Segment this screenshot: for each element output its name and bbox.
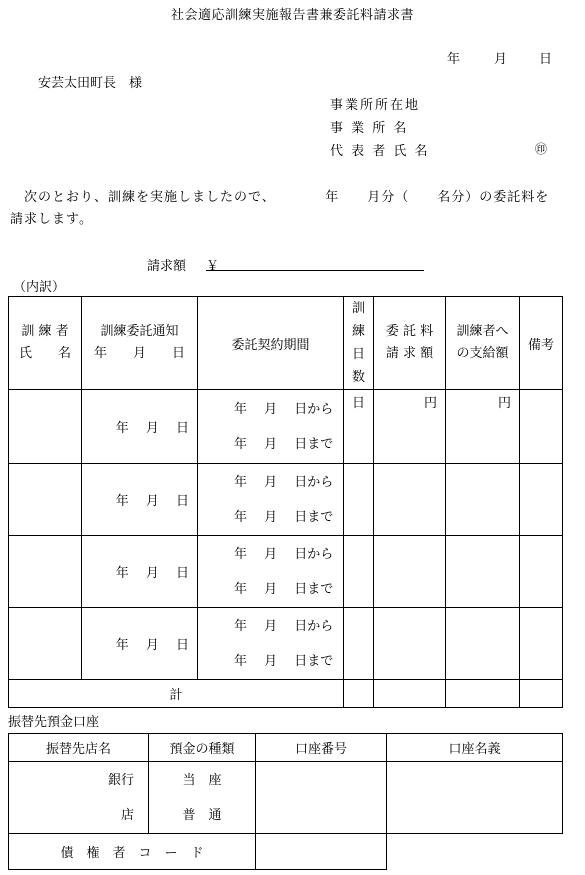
days-cell[interactable] <box>344 608 374 680</box>
remarks-cell[interactable] <box>520 464 563 536</box>
creditor-code-cell[interactable] <box>256 834 387 870</box>
date-field[interactable] <box>447 48 552 67</box>
header-account-holder: 口座名義 <box>387 734 563 762</box>
header-payment: 訓練者へ の支給額 <box>446 297 520 390</box>
breakdown-label: （内訳） <box>13 280 66 295</box>
notice-date-cell[interactable]: 年 月 日 <box>82 390 198 464</box>
account-section-title: 振替先預金口座 <box>8 715 100 730</box>
header-notice-date: 訓練委託通知 年 月 日 <box>82 297 198 390</box>
total-label: 計 <box>9 680 344 708</box>
body-text-line2: 請求します。 <box>10 212 93 227</box>
date-year: 年 <box>447 52 461 67</box>
yen-symbol: ￥ <box>206 259 220 274</box>
trainee-name-cell[interactable] <box>9 390 82 464</box>
payment-cell[interactable] <box>446 536 520 608</box>
office-location-label: 事業所所在地 <box>330 98 421 113</box>
header-contract-period: 委託契約期間 <box>198 297 344 390</box>
payment-cell[interactable] <box>446 464 520 536</box>
table-row <box>9 464 563 536</box>
fee-cell[interactable]: 円 <box>374 390 446 464</box>
remarks-cell[interactable] <box>520 390 563 464</box>
seal-mark: ㊞ <box>535 142 548 156</box>
amount-field[interactable] <box>206 270 424 271</box>
header-branch: 振替先店名 <box>9 734 149 762</box>
period-cell[interactable]: 年 月 日から 年 月 日まで <box>198 464 344 536</box>
representative-label: 代 表 者 氏 名 <box>330 144 430 159</box>
total-row <box>9 680 563 708</box>
date-month: 月 <box>494 52 508 67</box>
account-holder-cell[interactable] <box>387 762 563 834</box>
total-remarks-cell[interactable] <box>520 680 563 708</box>
body-text-line1: 次のとおり、訓練を実施しましたので、 年 月分（ 名分）の委託料を <box>10 190 550 205</box>
trainee-name-cell[interactable] <box>9 464 82 536</box>
creditor-code-row <box>9 834 563 870</box>
addressee: 安芸太田町長 様 <box>38 76 143 91</box>
account-header-row <box>9 734 563 762</box>
remarks-cell[interactable] <box>520 608 563 680</box>
header-remarks: 備考 <box>520 297 563 390</box>
table-row <box>9 390 563 464</box>
period-cell[interactable]: 年 月 日から 年 月 日まで <box>198 536 344 608</box>
table-row <box>9 608 563 680</box>
date-day: 日 <box>539 52 553 67</box>
branch-cell[interactable]: 銀行 店 <box>9 762 149 834</box>
total-payment-cell[interactable] <box>446 680 520 708</box>
days-cell[interactable] <box>344 464 374 536</box>
amount-label: 請求額 <box>147 259 187 274</box>
fee-cell[interactable] <box>374 464 446 536</box>
fee-cell[interactable] <box>374 536 446 608</box>
account-body-row <box>9 762 563 834</box>
total-days-cell[interactable] <box>344 680 374 708</box>
creditor-code-label: 債 権 者 コ ー ド <box>9 834 256 870</box>
notice-date-cell[interactable]: 年 月 日 <box>82 464 198 536</box>
header-training-days: 訓 練 日 数 <box>344 297 374 390</box>
payment-cell[interactable]: 円 <box>446 390 520 464</box>
days-cell[interactable]: 日 <box>344 390 374 464</box>
header-account-type: 預金の種類 <box>149 734 256 762</box>
period-cell[interactable]: 年 月 日から 年 月 日まで <box>198 390 344 464</box>
breakdown-table <box>8 296 563 708</box>
fee-cell[interactable] <box>374 608 446 680</box>
trainee-name-cell[interactable] <box>9 608 82 680</box>
account-table <box>8 733 563 870</box>
header-trainee-name: 訓 練 者 氏 名 <box>9 297 82 390</box>
document-title: 社会適応訓練実施報告書兼委託料請求書 <box>170 8 414 23</box>
table-header-row <box>9 297 563 390</box>
total-fee-cell[interactable] <box>374 680 446 708</box>
trainee-name-cell[interactable] <box>9 536 82 608</box>
period-cell[interactable]: 年 月 日から 年 月 日まで <box>198 608 344 680</box>
table-row <box>9 536 563 608</box>
account-number-cell[interactable] <box>256 762 387 834</box>
account-type-cell[interactable]: 当 座 普 通 <box>149 762 256 834</box>
office-name-label: 事 業 所 名 <box>330 121 409 136</box>
header-account-number: 口座番号 <box>256 734 387 762</box>
days-cell[interactable] <box>344 536 374 608</box>
payment-cell[interactable] <box>446 608 520 680</box>
notice-date-cell[interactable]: 年 月 日 <box>82 608 198 680</box>
remarks-cell[interactable] <box>520 536 563 608</box>
notice-date-cell[interactable]: 年 月 日 <box>82 536 198 608</box>
header-fee-amount: 委 託 料 請 求 額 <box>374 297 446 390</box>
